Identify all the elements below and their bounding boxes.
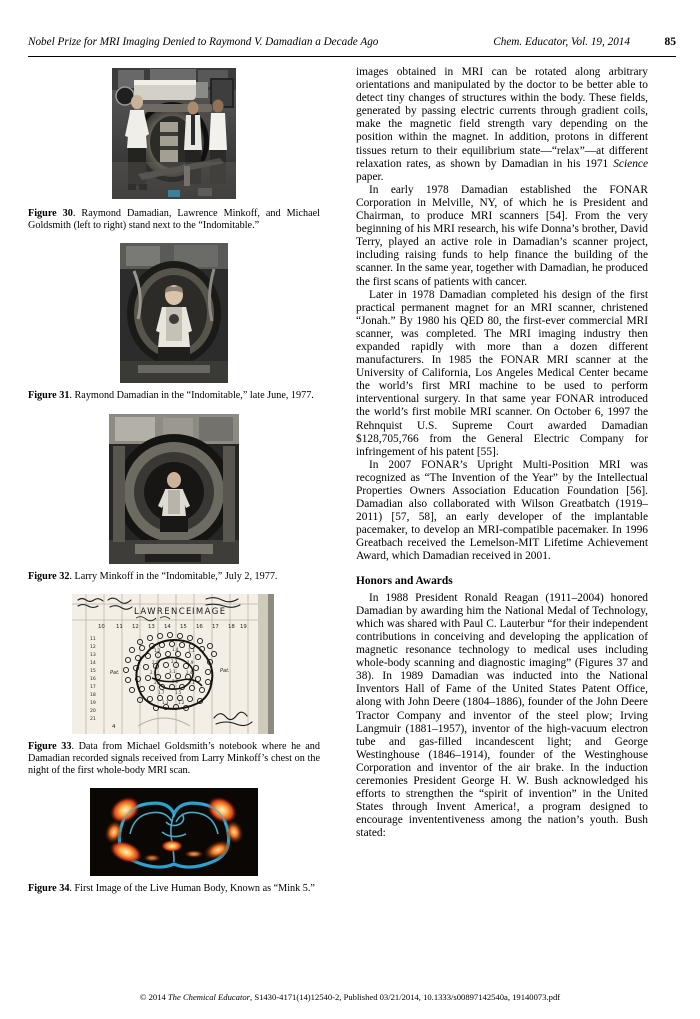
- left-column: [28, 66, 320, 907]
- svg-text:4: 4: [112, 724, 116, 731]
- figure-31-caption: [28, 390, 320, 402]
- text-run-italic: Science: [613, 157, 648, 170]
- page-footer: [0, 992, 700, 1002]
- svg-text:2.8: 2.8: [172, 679, 179, 685]
- figure-30-image: [28, 66, 320, 201]
- svg-text:2.2: 2.2: [154, 680, 161, 686]
- figure-33: [28, 594, 320, 776]
- svg-text:14: 14: [164, 624, 171, 631]
- svg-text:1.2: 1.2: [178, 700, 185, 706]
- svg-text:15: 15: [180, 624, 187, 631]
- svg-text:14: 14: [90, 661, 96, 667]
- paragraph-images-obtained: [356, 66, 648, 184]
- svg-text:21: 21: [90, 717, 96, 723]
- svg-text:Pat.: Pat.: [220, 668, 230, 675]
- svg-text:1.1: 1.1: [188, 648, 195, 654]
- figure-31-label: Figure 31: [28, 390, 70, 402]
- figure-33-image: [28, 594, 320, 734]
- figure-31-image: [28, 243, 320, 383]
- svg-text:1.5: 1.5: [175, 690, 182, 696]
- figure-30-caption: [28, 208, 320, 231]
- figure-30: [28, 66, 320, 231]
- footer-journal-name: The Chemical Educator: [167, 992, 251, 1002]
- figure-30-label: Figure 30: [28, 208, 73, 219]
- figure-32-caption: [28, 571, 320, 583]
- figure-34-image: [28, 788, 320, 876]
- paragraph-later-1978: [356, 289, 648, 459]
- figure-33-caption-text: . Data from Michael Goldsmith’s notebook where he and Damadian recorded signals received from Larry Minkoff’s chest on the night of the first whole-body MRI scan.: [28, 741, 320, 776]
- figure-34: [28, 788, 320, 895]
- svg-text:12: 12: [132, 624, 139, 631]
- svg-text:19: 19: [90, 701, 96, 707]
- svg-text:1.4: 1.4: [172, 647, 179, 653]
- svg-text:11: 11: [116, 624, 123, 631]
- running-head-title: Nobel Prize for MRI Imaging Denied to Raymond V. Damadian a Decade Ago: [28, 36, 379, 48]
- svg-text:19: 19: [240, 624, 247, 631]
- figure-32-caption-text: . Larry Minkoff in the “Indomitable,” July 2, 1977.: [69, 570, 278, 582]
- svg-text:1.3: 1.3: [162, 700, 169, 706]
- footer-identifiers: , S1430-4171(14)12540-2, Published 03/21/2014, 10.1333/s00897142540a, 19140073.pdf: [250, 992, 561, 1002]
- svg-text:2.4: 2.4: [186, 670, 193, 676]
- photo-minkoff-in-scanner: [101, 414, 247, 564]
- svg-text:18: 18: [228, 624, 235, 631]
- text-run: Later in 1978 Damadian completed his design of the first practical permanent magnet for an MRI scanner, christened “Jonah.” By 1980 his QED 80, the first-ever commercial MRI scanner, was completed. The MRI imaging industry then expanded rapidly with more than a dozen different manufacturers. In 1985 the FONAR MRI scanner at the University of California, Los Angeles Medical Center became the world’s first MRI machine to be used to perform interventional surgery. In that same year FONAR introduced the world’s first mobile MRI scanner. On October 6, 1997 the Rehnquist U.S. Supreme Court awarded Damadian $128,705,766 from the General Electric Company for infringement of his patent [55].: [356, 288, 648, 458]
- figure-32-image: [28, 414, 320, 564]
- figure-32-label: Figure 32: [28, 570, 70, 582]
- svg-text:20: 20: [90, 709, 96, 715]
- svg-text:15: 15: [90, 669, 96, 675]
- photo-damadian-in-scanner: [114, 243, 234, 383]
- figure-30-caption-text: . Raymond Damadian, Lawrence Minkoff, and Michael Goldsmith (left to right) stand next to the “Indomitable.”: [28, 208, 320, 231]
- figure-31: [28, 243, 320, 402]
- photo-mink5-mri: [90, 788, 258, 876]
- section-heading-honors-and-awards: Honors and Awards: [356, 574, 453, 587]
- page-number: 85: [664, 36, 676, 48]
- figure-34-caption-text: . First Image of the Live Human Body, Known as “Mink 5.”: [69, 883, 315, 895]
- svg-text:LAWRENCE: LAWRENCE: [134, 607, 193, 618]
- svg-text:13: 13: [90, 653, 96, 659]
- text-run: images obtained in MRI can be rotated along arbitrary orientations and manipulated by the doctor to be better able to detect tiny changes of structures within the body. These fields, generated by passing electric currents through gradient coils, make the magnetic field strength vary depending on the position within the magnet. In addition, protons in different tissues return to their equilibrium state—“relax”—at different relaxation rates, as shown by Damadian in his 1971: [356, 66, 648, 170]
- svg-text:IMAGE: IMAGE: [192, 607, 227, 618]
- figure-33-caption: [28, 741, 320, 776]
- footer-copyright: © 2014: [139, 992, 168, 1002]
- figure-34-label: Figure 34: [28, 883, 70, 895]
- running-head-journal: Chem. Educator, Vol. 19, 2014: [493, 36, 630, 48]
- svg-text:1.2: 1.2: [154, 648, 161, 654]
- svg-text:17: 17: [212, 624, 219, 631]
- text-run: In 1988 President Ronald Reagan (1911–2004) honored Damadian by awarding him the National Medal of Technology, which was shared with Paul C. Lauterbur “for their independent contributions in conceiving and developing the application of magnetic resonance technology to medical uses including whole-body scanning and diagnostic imaging” (Figures 37 and 38). In 1989 Damadian was inducted into the National Inventors Hall of Fame of the United States Patent Office, along with John Deere (1804–1886), founder of the John Deere Tractor Company and inventor of the steel plow; Irving Langmuir (1881–1957), inventor of the high-vacuum electron tube and gas-filled incandescent light; and George Westinghouse (1846–1914), founder of the Westinghouse Corporation and inventor of the air brake. In the induction ceremonies President George H. W. Bush acknowledged his efforts to strengthen the “spirit of invention” in the United States through Invent America!, a program designed to encourage invententiveness among the nation’s youth. Bush stated:: [356, 591, 648, 840]
- svg-text:17: 17: [90, 685, 96, 691]
- svg-text:10: 10: [98, 624, 105, 631]
- svg-text:18: 18: [90, 693, 96, 699]
- right-column: [356, 66, 648, 840]
- svg-text:16: 16: [90, 677, 96, 683]
- paragraph-2007-fonar: [356, 459, 648, 564]
- svg-text:2.6: 2.6: [150, 670, 157, 676]
- photo-goldsmith-notebook: [68, 594, 280, 734]
- svg-text:11: 11: [90, 637, 96, 643]
- svg-text:12: 12: [90, 645, 96, 651]
- figure-32: [28, 414, 320, 583]
- running-head: [28, 36, 676, 54]
- svg-text:2.1: 2.1: [188, 680, 195, 686]
- svg-text:2.0: 2.0: [152, 660, 159, 666]
- figure-31-caption-text: . Raymond Damadian in the “Indomitable,” late June, 1977.: [69, 390, 314, 402]
- header-divider-rule: [28, 56, 676, 57]
- photo-indomitable-team: [98, 66, 250, 201]
- text-run: In 2007 FONAR’s Upright Multi-Position MRI was recognized as “The Invention of the Year” by the Intellectual Properties Owners Association Education Foundation [56]. Damadian also collaborated with Wilson Greatbatch (1919–2011) [57, 58], an early developer of the implantable pacemaker, to develop an MRI-compatible pacemaker. In 1996 Greatbach received the Lemelson-MIT Lifetime Achievement Award, which Damadian received in 2001.: [356, 458, 648, 563]
- text-run: In early 1978 Damadian established the FONAR Corporation in Melville, NY, of which he is President and Chairman, to produce MRI scanners [54]. From the very beginning of his MRI research, his wife Donna’s brother, David Terry, played an active role in Damadian’s scanner project, including raising funds to help finance the building of the scanner. In the same year, together with Damadian, he produced the first scans of patients with cancer.: [356, 183, 648, 288]
- svg-text:16: 16: [196, 624, 203, 631]
- paragraph-early-1978: [356, 184, 648, 289]
- svg-text:3.1: 3.1: [169, 669, 176, 675]
- svg-text:1.7: 1.7: [158, 690, 165, 696]
- svg-text:13: 13: [148, 624, 155, 631]
- figure-34-caption: [28, 883, 320, 895]
- svg-text:Pat.: Pat.: [110, 670, 120, 677]
- svg-text:2.3: 2.3: [171, 659, 178, 665]
- text-run: paper.: [356, 170, 384, 183]
- svg-text:1.9: 1.9: [187, 660, 194, 666]
- figure-33-label: Figure 33: [28, 741, 72, 753]
- paragraph-1988-reagan: [356, 592, 648, 841]
